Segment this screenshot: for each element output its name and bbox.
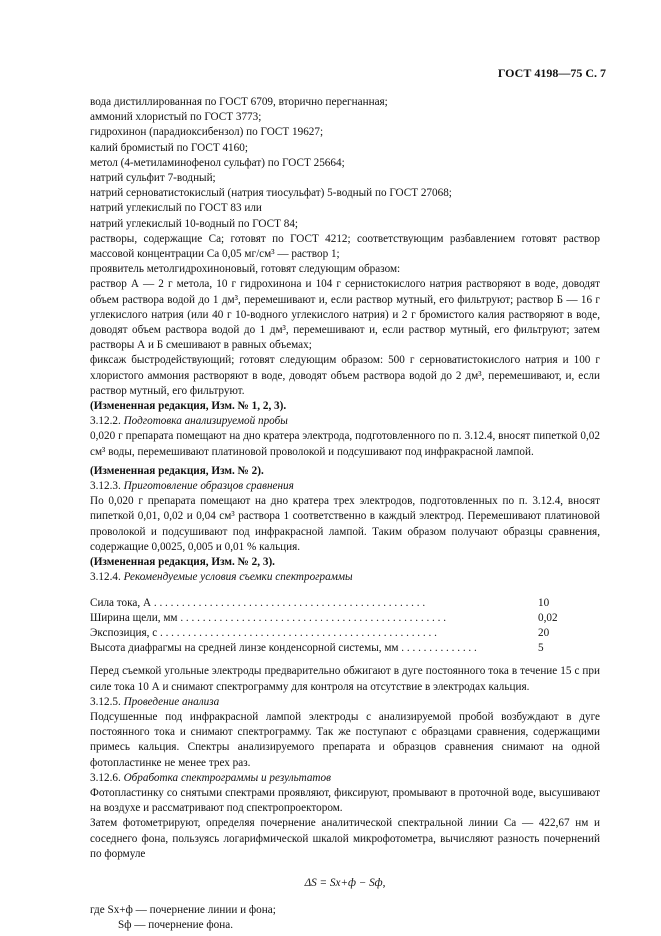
- section-text: Затем фотометрируют, определяя почернение аналитической спектральной линии Са — 422,67 нм и соседнего фона, пользуясь логарифмической шкалой микрофотометра, вычисляют разность почернений по формуле: [90, 817, 600, 860]
- condition-label: Экспозиция, с . . . . . . . . . . . . . . . . . . . . . . . . . . . . . . . . . . . . . . . . . . . . . . . . . .: [90, 626, 437, 639]
- section-heading-3-12-5: [90, 695, 600, 710]
- condition-label: Сила тока, А . . . . . . . . . . . . . . . . . . . . . . . . . . . . . . . . . . . . . . . . . . . . . . . . .: [90, 596, 426, 609]
- paragraph-developer: проявитель метолгидрохиноновый, готовят следующим образом:: [90, 263, 401, 276]
- condition-value: 10: [538, 596, 550, 609]
- section-number: 3.12.4.: [90, 571, 121, 584]
- table-row: [90, 626, 600, 641]
- list-item: калий бромистый по ГОСТ 4160;: [90, 141, 248, 154]
- condition-value: 0,02: [538, 611, 558, 624]
- list-item: натрий углекислый по ГОСТ 83 или: [90, 202, 262, 215]
- section-title: Проведение анализа: [123, 695, 220, 708]
- page-header: ГОСТ 4198—75 С. 7: [497, 66, 606, 80]
- section-heading-3-12-4: [90, 570, 600, 585]
- edit-note: (Измененная редакция, Изм. № 2, 3).: [90, 556, 275, 569]
- legend-line: Sф — почернение фона.: [118, 919, 234, 932]
- list-item: гидрохинон (парадиоксибензол) по ГОСТ 19627;: [90, 126, 324, 139]
- legend-line: где Sx+ф — почернение линии и фона;: [90, 904, 276, 917]
- table-row: [90, 611, 600, 626]
- formula: ΔS = Sx+ф − Sф,: [304, 876, 386, 889]
- section-title: Подготовка анализируемой пробы: [123, 415, 288, 428]
- conditions-table: [90, 596, 600, 657]
- list-item: вода дистиллированная по ГОСТ 6709, вторично перегнанная;: [90, 96, 388, 108]
- section-number: 3.12.6.: [90, 771, 121, 784]
- section-heading-3-12-3: [90, 479, 600, 494]
- edit-note: (Измененная редакция, Изм. № 2).: [90, 464, 264, 477]
- document-body: [90, 95, 600, 934]
- section-heading-3-12-2: [90, 414, 600, 429]
- section-text: 0,020 г препарата помещают на дно кратера электрода, подготовленного по п. 3.12.4, вносят пипеткой 0,02 см³ воды, перемешивают платиновой проволокой и подсушивают под инфракрасной лампой.: [90, 430, 600, 458]
- reagent-list: [90, 95, 600, 232]
- condition-value: 5: [538, 642, 544, 655]
- edit-note: (Измененная редакция, Изм. № 1, 2, 3).: [90, 400, 287, 413]
- section-title: Обработка спектрограммы и результатов: [123, 771, 331, 784]
- list-item: натрий серноватистокислый (натрия тиосульфат) 5-водный по ГОСТ 27068;: [90, 187, 452, 200]
- list-item: натрий углекислый 10-водный по ГОСТ 84;: [90, 217, 299, 230]
- section-heading-3-12-6: [90, 771, 600, 786]
- section-title: Рекомендуемые условия съемки спектрограммы: [123, 571, 353, 584]
- list-item: метол (4-метиламинофенол сульфат) по ГОСТ 25664;: [90, 156, 345, 169]
- paragraph-firing: Перед съемкой угольные электроды предварительно обжигают в дуге постоянного тока в течение 15 с при силе тока 10 А и снимают спектрограмму для контроля на отсутствие в электродах кальция.: [90, 665, 600, 693]
- condition-label: Высота диафрагмы на средней линзе конденсорной системы, мм . . . . . . . . . . . . . .: [90, 642, 477, 655]
- paragraph-fixer: фиксаж быстродействующий; готовят следующим образом: 500 г серноватистокислого натрия и 100 г хлористого аммония растворяют в воде, доводят объем раствора водой до 2 дм³, перемешивают, и, если раствор мутный, его фильтруют.: [90, 354, 600, 397]
- section-number: 3.12.5.: [90, 695, 121, 708]
- paragraph-solutions: растворы, содержащие Са; готовят по ГОСТ 4212; соответствующим разбавлением готовят раствор массовой концентрации Са 0,05 мг/см³ — раствор 1;: [90, 232, 600, 261]
- list-item: натрий сульфит 7-водный;: [90, 172, 216, 185]
- condition-label: Ширина щели, мм . . . . . . . . . . . . . . . . . . . . . . . . . . . . . . . . . . . . . . . . . . . . . . . .: [90, 611, 447, 624]
- list-item: аммоний хлористый по ГОСТ 3773;: [90, 111, 262, 124]
- section-number: 3.12.3.: [90, 480, 121, 493]
- table-row: [90, 596, 600, 611]
- section-number: 3.12.2.: [90, 415, 121, 428]
- section-text: Подсушенные под инфракрасной лампой электроды с анализируемой пробой возбуждают в дуге постоянного тока и снимают спектрограмму. Так же поступают с образцами сравнения, содержащими примесь кальция. Спектры анализируемого препарата и образцов сравнения снимают на одной фотопластинке не менее трех раз.: [90, 710, 600, 769]
- section-text: По 0,020 г препарата помещают на дно кратера трех электродов, подготовленных по п. 3.12.4, вносят пипеткой 0,01, 0,02 и 0,04 см³ раствора 1 соответственно в каждый электрод. Перемешивают платиновой проволокой и подсушивают под инфракрасной лампой. Таким образом получают образцы сравнения, содержащие 0,0025, 0,005 и 0,01 % кальция.: [90, 495, 600, 553]
- paragraph-solution-ab: раствор А — 2 г метола, 10 г гидрохинона и 104 г сернистокислого натрия растворяют в воде, доводят объем раствора водой до 1 дм³, перемешивают и, если раствор мутный, его фильтруют; раствор Б — 16 г углекислого натрия (или 40 г 10-водного углекислого натрия) и 2 г бромистого калия растворяют в воде, доводят объем раствора водой до 1 дм³, перемешивают и, если раствор мутный, его фильтруют; затем растворы А и Б смешивают в равных объемах;: [90, 278, 600, 352]
- section-title: Приготовление образцов сравнения: [123, 480, 294, 493]
- table-row: [90, 641, 600, 656]
- condition-value: 20: [538, 626, 550, 639]
- section-text: Фотопластинку со снятыми спектрами проявляют, фиксируют, промывают в проточной воде, высушивают на воздухе и рассматривают под спектропроектором.: [90, 786, 600, 815]
